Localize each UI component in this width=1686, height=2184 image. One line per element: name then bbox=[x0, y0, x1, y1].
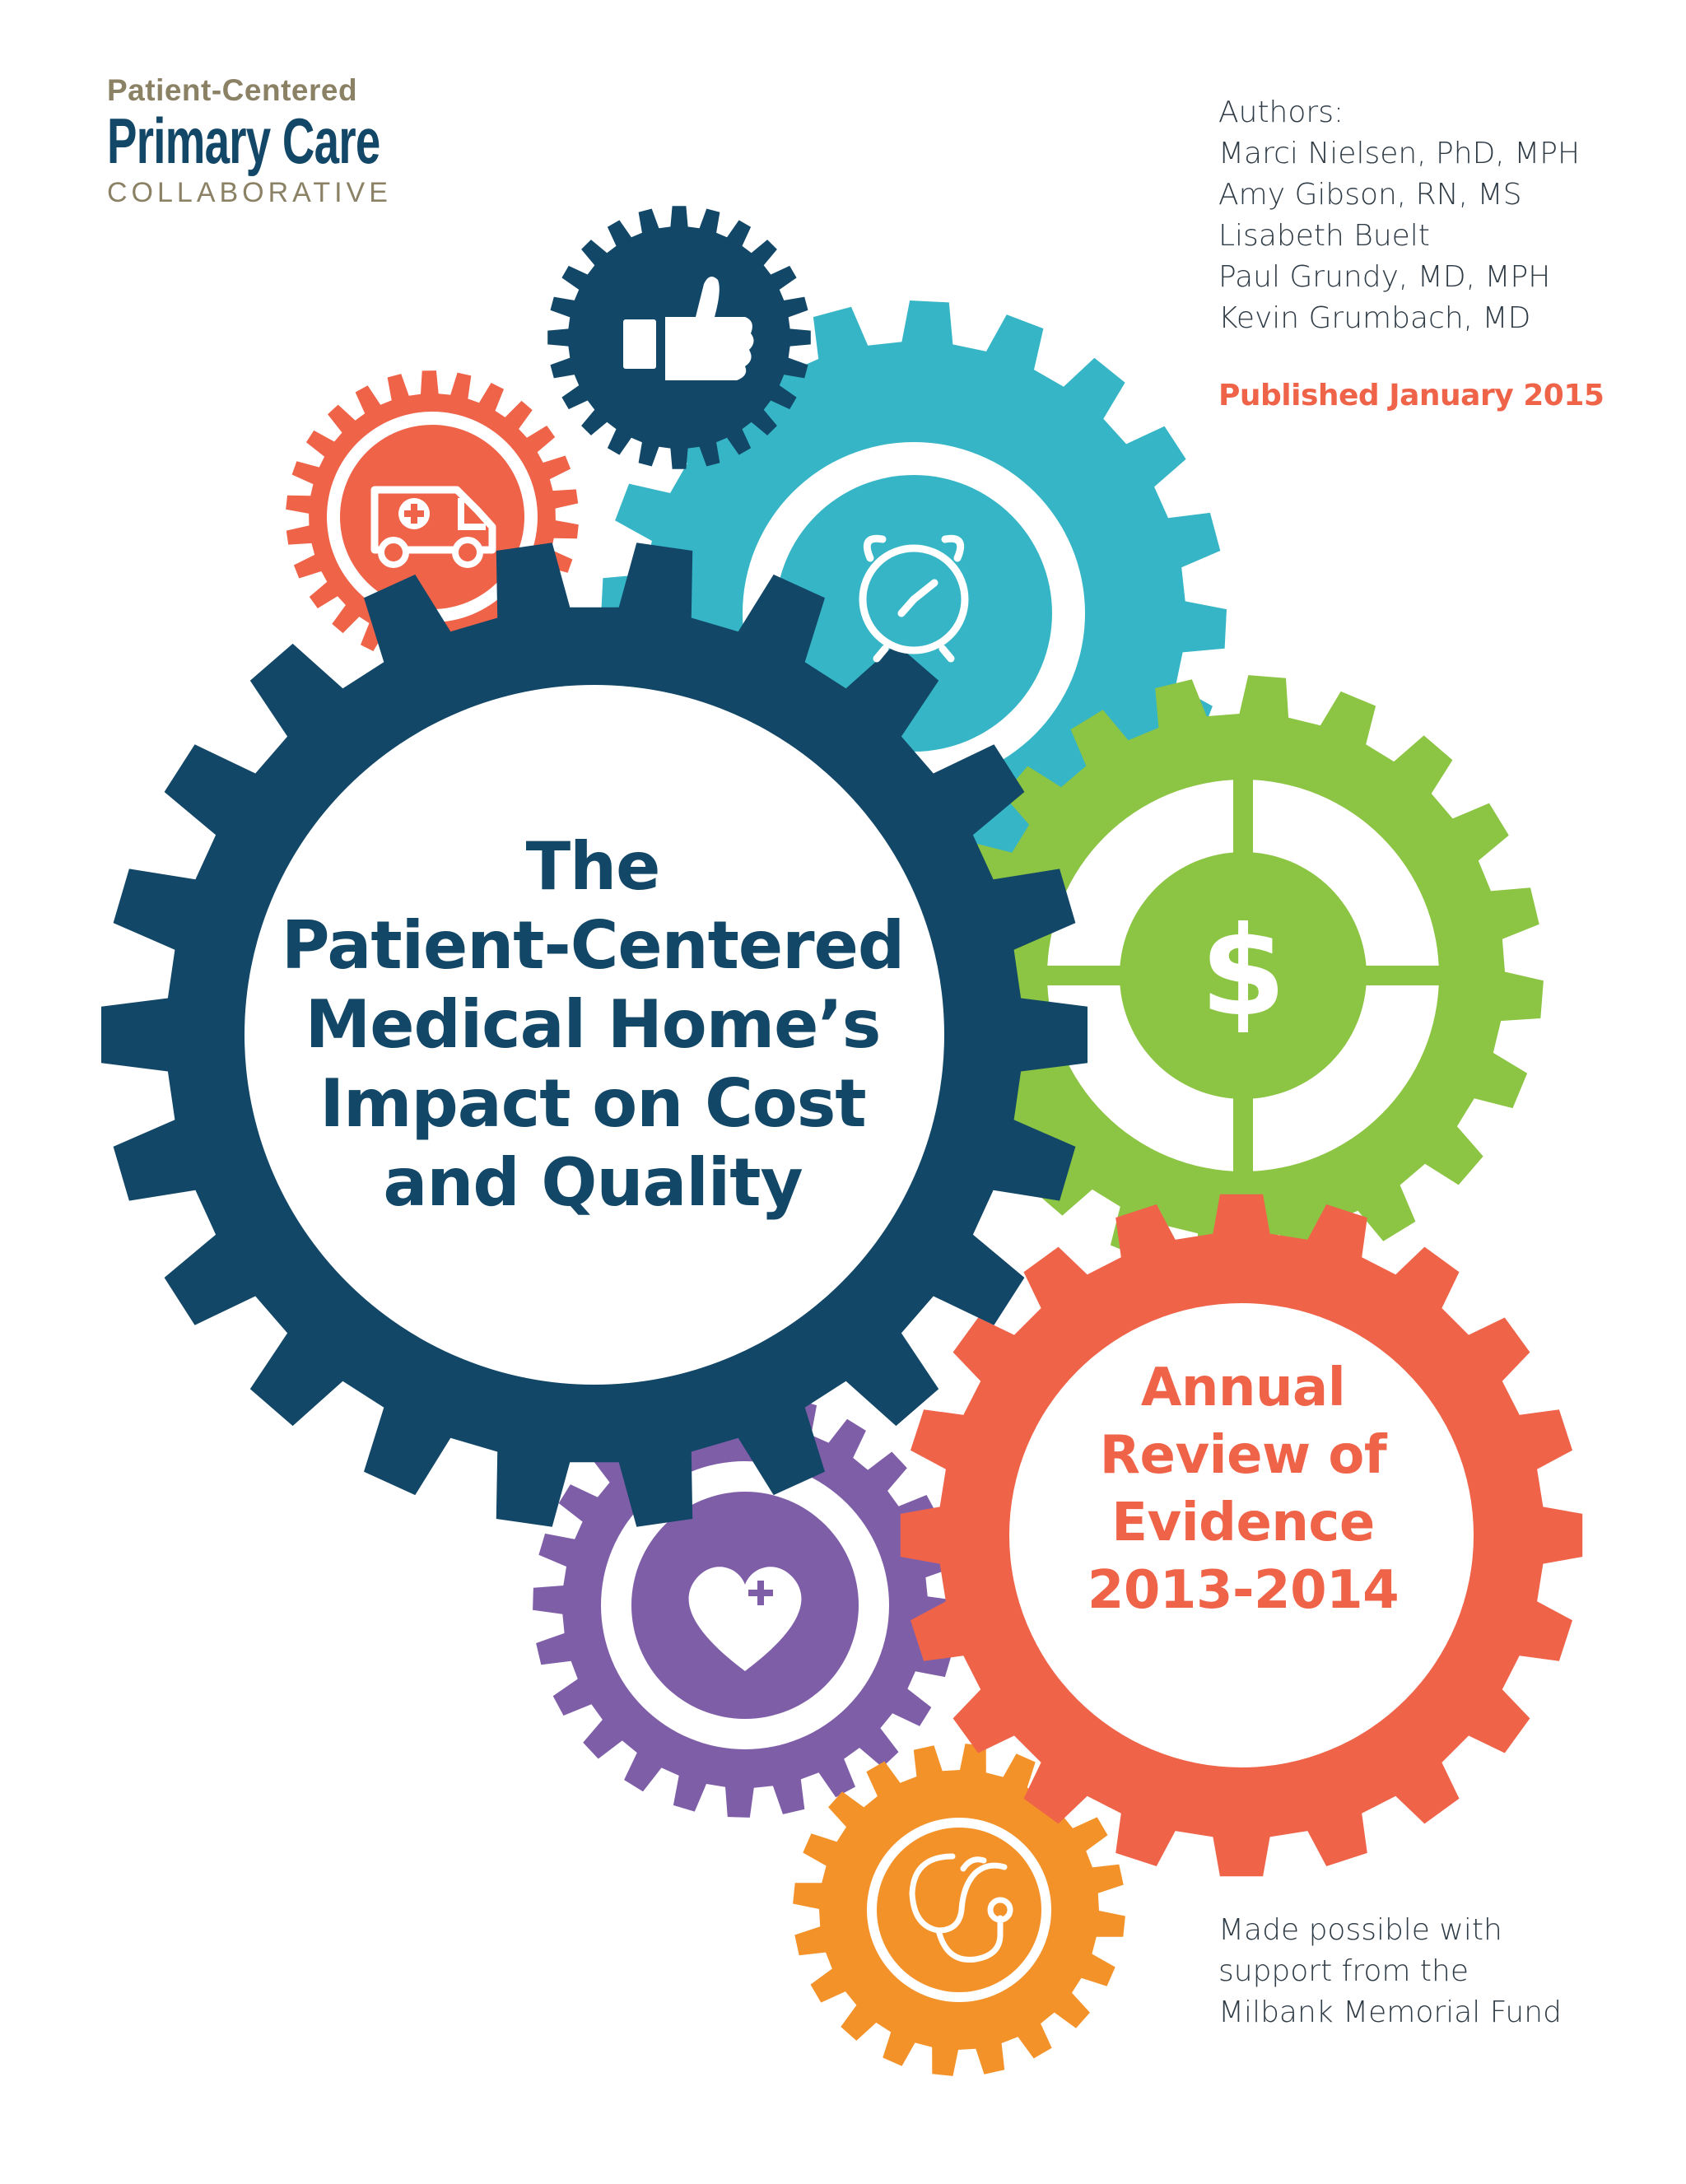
author-name: Paul Grundy, MD, MPH bbox=[1218, 260, 1551, 294]
logo bbox=[107, 72, 403, 209]
support-statement bbox=[1218, 1910, 1646, 2033]
published-date: Published January 2015 bbox=[1218, 379, 1604, 412]
support-line: Made possible with bbox=[1218, 1913, 1502, 1947]
authors-heading: Authors: bbox=[1218, 95, 1344, 129]
dollar-icon: $ bbox=[1199, 901, 1287, 1044]
support-line: support from the bbox=[1218, 1954, 1469, 1988]
title-line: Medical Home’s bbox=[305, 986, 881, 1063]
subtitle-line: Annual bbox=[1140, 1357, 1346, 1418]
title-line: The bbox=[525, 828, 660, 905]
author-name: Kevin Grumbach, MD bbox=[1218, 301, 1531, 335]
title-line: and Quality bbox=[383, 1144, 803, 1221]
support-line: Milbank Memorial Fund bbox=[1218, 1995, 1562, 2029]
title-line: Impact on Cost bbox=[319, 1065, 866, 1142]
subtitle-line: Evidence bbox=[1111, 1492, 1375, 1553]
logo-line2: Primary Care bbox=[107, 105, 380, 177]
subtitle-line: 2013-2014 bbox=[1087, 1560, 1400, 1621]
author-name: Amy Gibson, RN, MS bbox=[1218, 178, 1522, 212]
author-name: Lisabeth Buelt bbox=[1218, 219, 1430, 253]
author-name: Marci Nielsen, PhD, MPH bbox=[1218, 137, 1581, 170]
subtitle-line: Review of bbox=[1099, 1425, 1387, 1486]
report-title bbox=[247, 827, 938, 1222]
report-subtitle bbox=[1021, 1354, 1465, 1624]
authors-block bbox=[1218, 92, 1646, 339]
logo-line1: Patient-Centered bbox=[107, 73, 358, 107]
title-line: Patient-Centered bbox=[281, 907, 905, 984]
logo-line3: COLLABORATIVE bbox=[107, 177, 392, 208]
